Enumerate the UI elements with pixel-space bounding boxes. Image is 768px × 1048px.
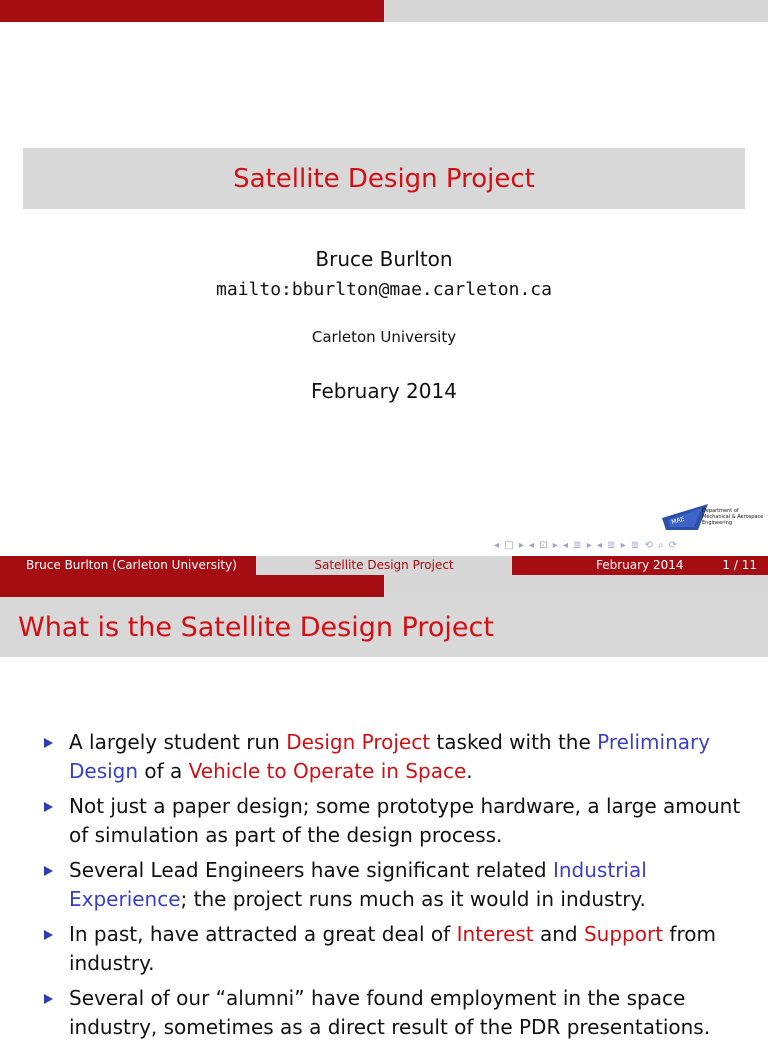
bullet-text: ; the project runs much as it would in industry. xyxy=(180,887,646,911)
top-bar-gray xyxy=(384,0,768,22)
bullet-text: In past, have attracted a great deal of xyxy=(69,922,457,946)
bullet-text: tasked with the xyxy=(430,730,598,754)
footer-author-text: Bruce Burlton (Carleton University) xyxy=(26,558,237,572)
author-email-link[interactable]: mailto:bburlton@mae.carleton.ca xyxy=(216,279,552,300)
slide2-top-bar-red xyxy=(0,575,384,597)
footer-author xyxy=(0,556,256,575)
bullet-item xyxy=(44,856,754,914)
highlight-blue: Industrial Experience xyxy=(69,858,647,911)
logo-badge-text: MAE xyxy=(670,515,686,526)
bullet-item xyxy=(44,920,754,978)
bullet-text: Not just a paper design; some prototype hardware, a large amount of simulation as part of the design process. xyxy=(69,794,741,847)
footer-date-page xyxy=(512,556,768,575)
bullet-triangle-icon xyxy=(44,994,53,1004)
bullet-list xyxy=(44,728,754,1048)
highlight-blue: Preliminary Design xyxy=(69,730,711,783)
institution: Carleton University xyxy=(311,328,457,346)
bullet-item xyxy=(44,984,754,1042)
bullet-triangle-icon xyxy=(44,738,53,748)
footer-title xyxy=(256,556,512,575)
bullet-text: Several of our “alumni” have found employment in the space industry, sometimes as a direct result of the PDR presentations. xyxy=(69,986,711,1039)
top-bar-red xyxy=(0,0,384,22)
beamer-navigation-symbols[interactable]: ◂ □ ▸ ◂ ⊡ ▸ ◂ ≣ ▸ ◂ ≣ ▸ ≣ ⟲ ⌕ ⟳ xyxy=(494,540,679,551)
highlight-red: Vehicle to Operate in Space xyxy=(188,759,467,783)
presentation-date: February 2014 xyxy=(311,379,457,403)
title-box xyxy=(23,148,745,209)
bullet-item xyxy=(44,728,754,786)
highlight-red: Support xyxy=(583,922,664,946)
bullet-triangle-icon xyxy=(44,802,53,812)
bullet-triangle-icon xyxy=(44,930,53,940)
slide2-top-bar-gray xyxy=(384,575,768,597)
footer-date: February 2014 xyxy=(596,558,684,572)
bullet-text: Several Lead Engineers have significant related xyxy=(69,858,553,882)
footer-title-text: Satellite Design Project xyxy=(314,558,454,572)
highlight-red: Design Project xyxy=(286,730,431,754)
highlight-red: Interest xyxy=(456,922,534,946)
bullet-text: from industry. xyxy=(69,922,716,975)
presentation-title: Satellite Design Project xyxy=(233,163,535,194)
logo-caption: Department of Mechanical & Aerospace Engineering xyxy=(702,508,764,526)
bullet-item xyxy=(44,792,754,850)
frame-title: What is the Satellite Design Project xyxy=(18,612,494,643)
bullet-triangle-icon xyxy=(44,866,53,876)
author-name: Bruce Burlton xyxy=(315,247,453,271)
bullet-text: and xyxy=(533,922,584,946)
bullet-text: of a xyxy=(138,759,189,783)
bullet-text: A largely student run xyxy=(69,730,287,754)
footer-page-number: 1 / 11 xyxy=(722,558,757,572)
bullet-text: . xyxy=(466,759,473,783)
